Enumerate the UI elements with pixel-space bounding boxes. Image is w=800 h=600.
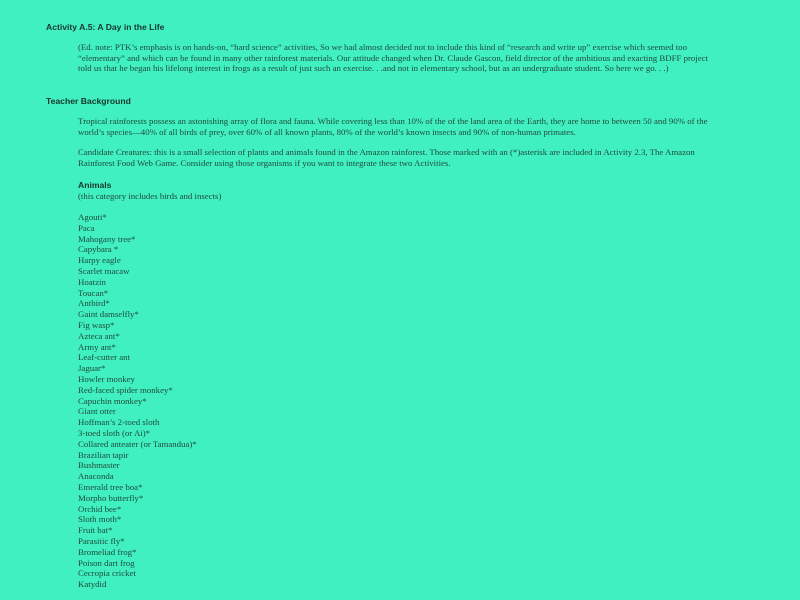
list-item: Leaf-cutter ant [78,352,131,363]
list-item: Scarlet macaw [78,265,130,276]
list-item: Anaconda [78,471,114,482]
list-item: Hoatzin [78,276,106,287]
list-item: Poison dart frog [78,557,135,568]
list-item: Hoffman’s 2-toed sloth [78,417,160,428]
list-item: Bushmaster [78,460,120,471]
editor-note: (Ed. note: PTK’s emphasis is on hands-on, “hard science” activities, So we had almost decided not to include this kind of “research and write up” exercise which seemed too “elementary” and which can be found in many other rainforest materials. Our attitude changed when Dr. Claude Gascon, field director of the ambitious and exacting BDFF project told us that he began his lifelong interest in frogs as a result of just such an exercise. . .and not in elementary school, but as an undergraduate student. So here we go. . .) [78,42,708,74]
list-item: Morpho butterfly* [78,492,144,503]
list-item: Brazilian tapir [78,449,129,460]
list-item: Orchid bee* [78,503,122,514]
list-item: Sloth moth* [78,514,122,525]
list-item: 3-toed sloth (or Ai)* [78,427,151,438]
list-item: Harpy eagle [78,255,121,266]
list-item: Giant otter [78,406,116,417]
list-item: Howler monkey [78,373,135,384]
list-item: Azteca ant* [78,330,120,341]
list-item: Jaguar* [78,363,106,374]
list-item: Mahogany tree* [78,233,136,244]
activity-title: Activity A.5: A Day in the Life [46,22,165,32]
list-item: Agouti* [78,212,107,222]
list-item: Fruit bat* [78,525,113,536]
list-item: Capuchin monkey* [78,395,147,406]
list-item: Katydid [78,579,107,590]
list-item: Collared anteater (or Tamandua)* [78,438,197,449]
list-item: Paca [78,222,95,233]
list-item: Bromeliad frog* [78,546,137,557]
list-item: Fig wasp* [78,319,115,330]
animal-list [78,212,197,590]
list-item: Army ant* [78,341,116,352]
list-item: Antbird* [78,298,110,309]
background-paragraph: Tropical rainforests possess an astonishing array of flora and fauna. While covering less than 10% of the of the land area of the Earth, they are home to between 50 and 90% of the world’s species—40% of all birds of prey, over 60% of all known plants, 80% of the world’s known insects and 90% of non-human primates. [78,116,708,137]
list-item: Parasitic fly* [78,535,125,546]
animals-note: (this category includes birds and insects) [78,191,222,201]
teacher-background-heading: Teacher Background [46,96,131,106]
list-item: Gaint damselfly* [78,309,139,320]
list-item: Cecropia cricket [78,568,136,579]
candidate-creatures-paragraph: Candidate Creatures: this is a small selection of plants and animals found in the Amazon rainforest. Those marked with an (*)asterisk are included in Activity 2.3, The Amazon Rainforest Food Web Game. Consider using those organisms if you want to integrate these two Activities. [78,147,695,168]
list-item: Emerald tree boa* [78,481,143,492]
list-item: Capybara * [78,244,119,255]
list-item: Toucan* [78,287,109,298]
list-item: Red-faced spider monkey* [78,384,173,395]
animals-heading: Animals [78,180,112,190]
